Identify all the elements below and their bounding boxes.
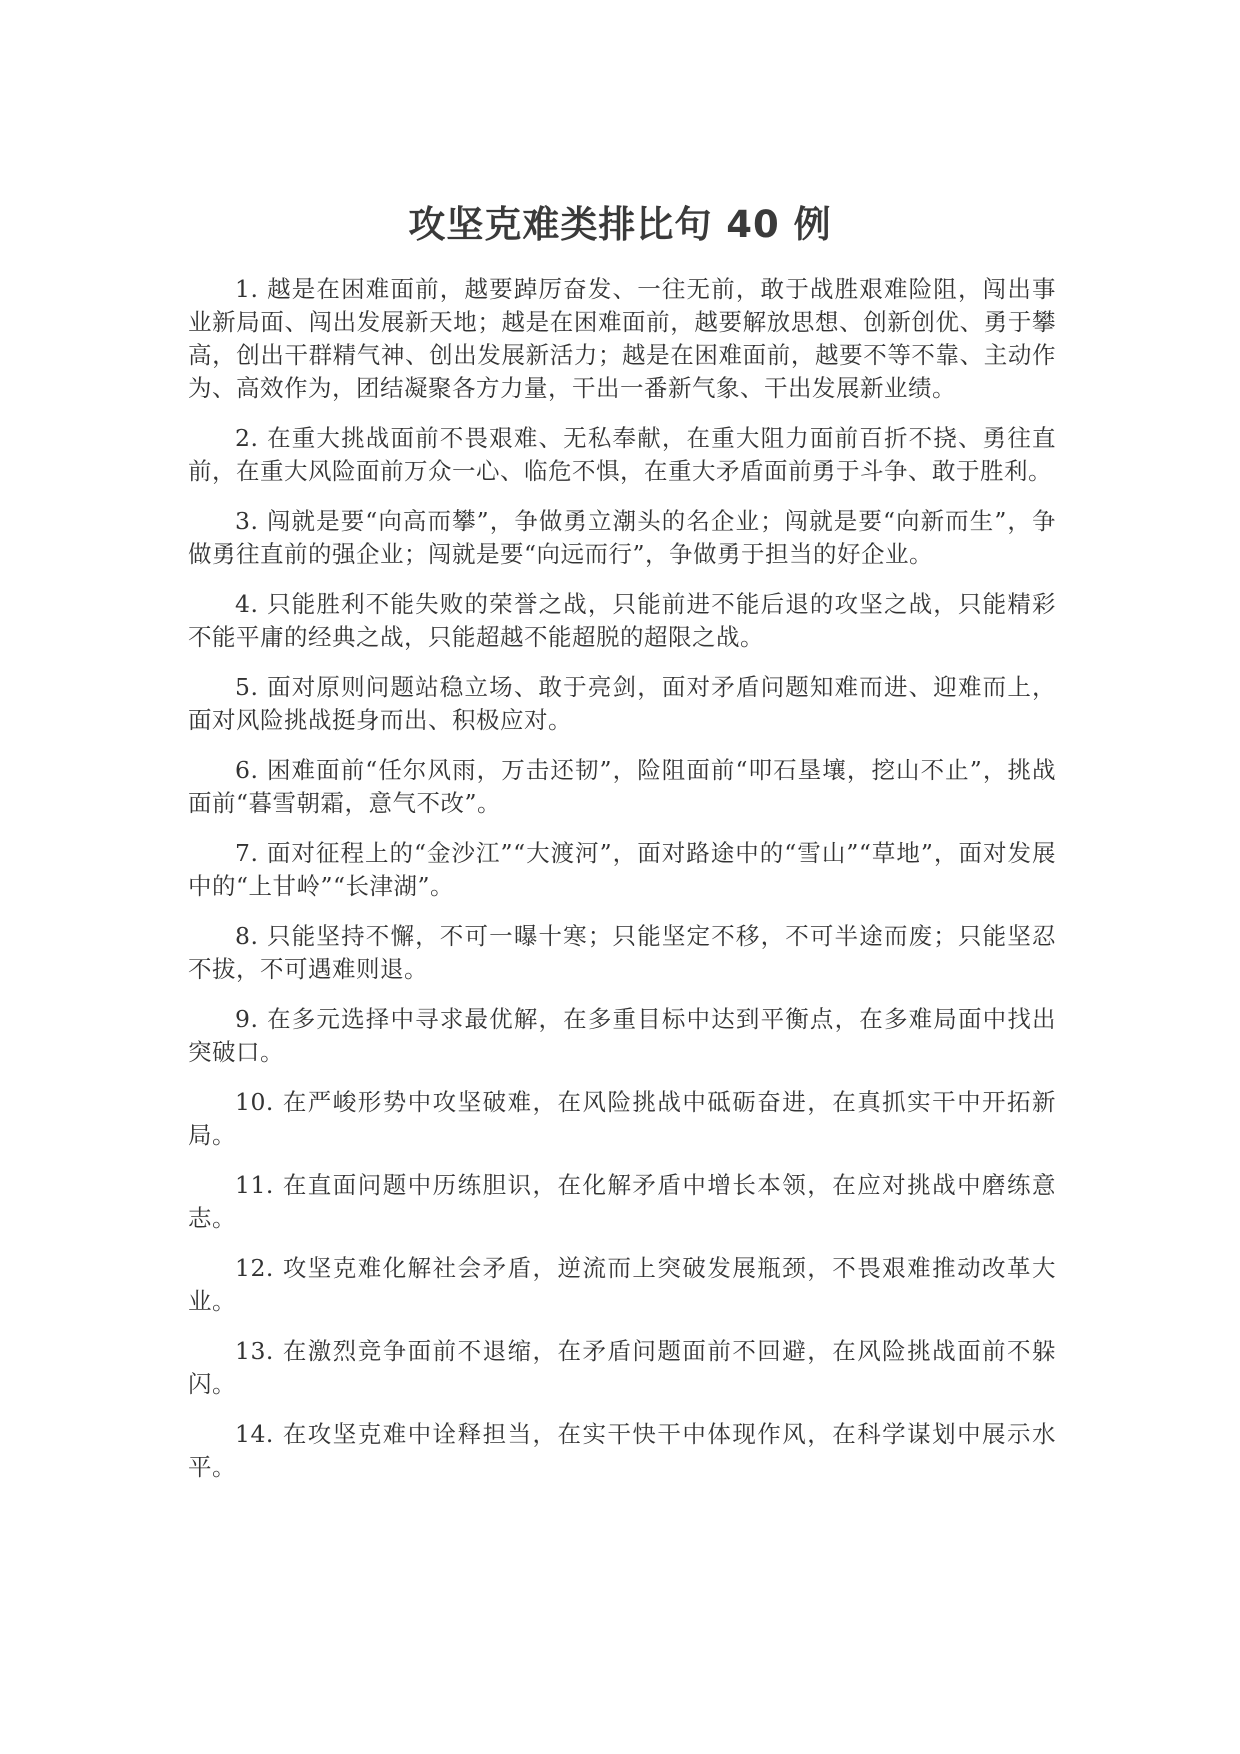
- paragraph-14: 14. 在攻坚克难中诠释担当，在实干快干中体现作风，在科学谋划中展示水平。: [188, 1420, 1056, 1481]
- paragraph-5: 5. 面对原则问题站稳立场、敢于亮剑，面对矛盾问题知难而进、迎难而上，面对风险挑战挺身而出、积极应对。: [188, 673, 1056, 734]
- paragraph-13: 13. 在激烈竞争面前不退缩，在矛盾问题面前不回避，在风险挑战面前不躲闪。: [188, 1337, 1056, 1398]
- paragraph-9: 9. 在多元选择中寻求最优解，在多重目标中达到平衡点，在多难局面中找出突破口。: [188, 1005, 1056, 1066]
- paragraph-8: 8. 只能坚持不懈，不可一曝十寒；只能坚定不移，不可半途而废；只能坚忍不拔，不可遇难则退。: [188, 922, 1056, 983]
- paragraph-11: 11. 在直面问题中历练胆识，在化解矛盾中增长本领，在应对挑战中磨练意志。: [188, 1171, 1056, 1232]
- paragraph-6: 6. 困难面前“任尔风雨，万击还韧”，险阻面前“叩石垦壤，挖山不止”，挑战面前“暮雪朝霜，意气不改”。: [188, 756, 1056, 817]
- paragraph-10: 10. 在严峻形势中攻坚破难，在风险挑战中砥砺奋进，在真抓实干中开拓新局。: [188, 1088, 1056, 1149]
- paragraph-7: 7. 面对征程上的“金沙江”“大渡河”，面对路途中的“雪山”“草地”，面对发展中的“上甘岭”“长津湖”。: [188, 839, 1056, 900]
- paragraph-12: 12. 攻坚克难化解社会矛盾，逆流而上突破发展瓶颈，不畏艰难推动改革大业。: [188, 1254, 1056, 1315]
- document-body: [188, 273, 1056, 1501]
- document-title: 攻坚克难类排比句 40 例: [408, 203, 832, 246]
- paragraph-1: 1. 越是在困难面前，越要踔厉奋发、一往无前，敢于战胜艰难险阻，闯出事业新局面、闯出发展新天地；越是在困难面前，越要解放思想、创新创优、勇于攀高，创出干群精气神、创出发展新活力；越是在困难面前，越要不等不靠、主动作为、高效作为，团结凝聚各方力量，干出一番新气象、干出发展新业绩。: [188, 275, 1056, 402]
- paragraph-2: 2. 在重大挑战面前不畏艰难、无私奉献，在重大阻力面前百折不挠、勇往直前，在重大风险面前万众一心、临危不惧，在重大矛盾面前勇于斗争、敢于胜利。: [188, 424, 1056, 485]
- paragraph-4: 4. 只能胜利不能失败的荣誉之战，只能前进不能后退的攻坚之战，只能精彩不能平庸的经典之战，只能超越不能超脱的超限之战。: [188, 590, 1056, 651]
- paragraph-3: 3. 闯就是要“向高而攀”，争做勇立潮头的名企业；闯就是要“向新而生”，争做勇往直前的强企业；闯就是要“向远而行”，争做勇于担当的好企业。: [188, 507, 1056, 568]
